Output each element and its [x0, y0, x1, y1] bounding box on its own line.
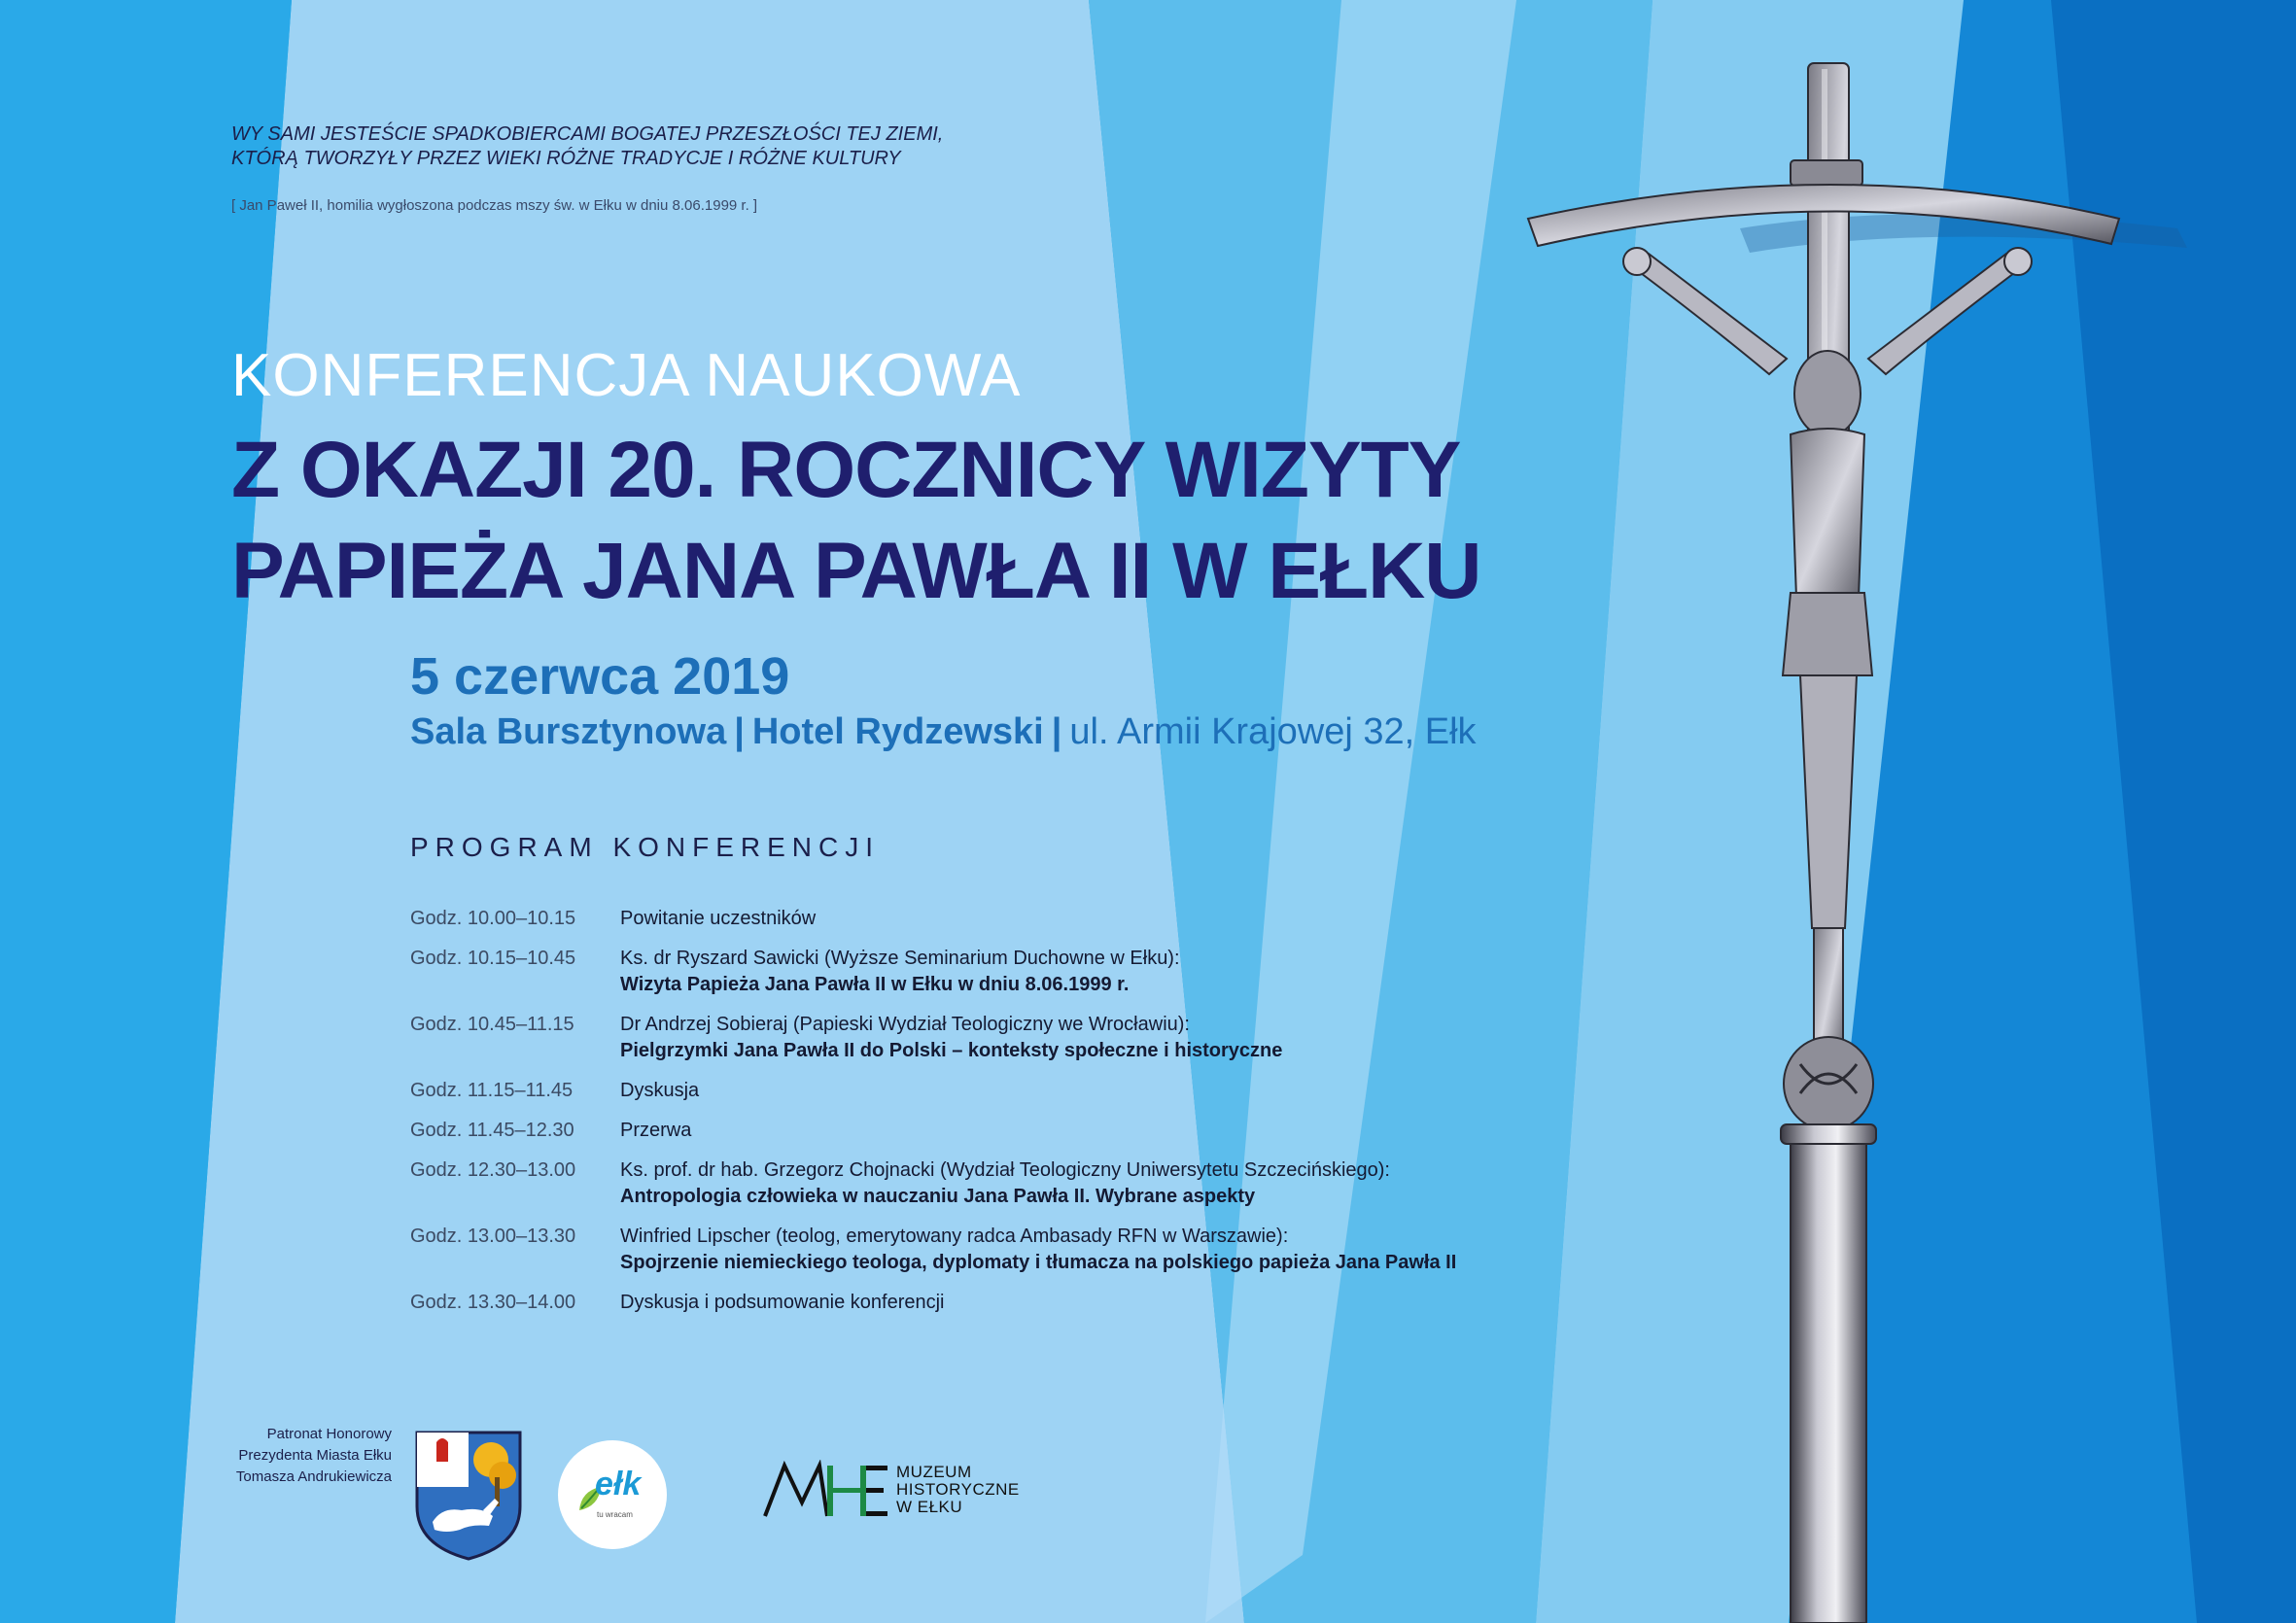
venue-separator-1: |: [734, 711, 745, 752]
crucifix-icon: [1516, 53, 2197, 1623]
agenda-desc: [620, 946, 1180, 998]
program-heading: PROGRAM KONFERENCJI: [410, 832, 881, 862]
agenda-time: Godz. 11.15–11.45: [410, 1080, 574, 1101]
program-agenda: [410, 906, 1528, 1329]
agenda-item: [410, 1224, 1528, 1276]
page-title: [231, 420, 1481, 622]
agenda-text: Przerwa: [620, 1120, 692, 1141]
agenda-time: Godz. 10.15–10.45: [410, 948, 576, 969]
agenda-text: Dyskusja i podsumowanie konferencji: [620, 1292, 945, 1313]
elk-logo-subtitle: tu wracam: [597, 1510, 633, 1519]
venue-hotel: Hotel Rydzewski: [751, 711, 1044, 752]
agenda-time: Godz. 13.30–14.00: [410, 1292, 576, 1313]
quote-line-2: KTÓRĄ TWORZYŁY PRZEZ WIEKI RÓŻNE TRADYCJE I RÓŻNE KULTURY: [231, 148, 901, 169]
museum-logo-icon: [763, 1460, 891, 1520]
agenda-talk-title: Spojrzenie niemieckiego teologa, dyplomaty i tłumacza na polskiego papieża Jana Pawła II: [620, 1252, 1457, 1273]
agenda-desc: [620, 1157, 1390, 1210]
venue-hall: Sala Bursztynowa: [410, 711, 727, 752]
agenda-talk-title: Pielgrzymki Jana Pawła II do Polski – konteksty społeczne i historyczne: [620, 1040, 1283, 1061]
city-crest-icon: [413, 1429, 524, 1561]
museum-line-1: MUZEUM: [896, 1463, 972, 1481]
agenda-text: Dr Andrzej Sobieraj (Papieski Wydział Teologiczny we Wrocławiu):: [620, 1014, 1190, 1035]
opening-quote: [231, 122, 1203, 171]
museum-name: [896, 1464, 1020, 1516]
agenda-desc: [620, 1118, 691, 1144]
agenda-text: Dyskusja: [620, 1080, 700, 1101]
agenda-time: Godz. 11.45–12.30: [410, 1120, 574, 1141]
agenda-item: [410, 1157, 1528, 1210]
agenda-item: [410, 1290, 1528, 1316]
quote-source: [ Jan Paweł II, homilia wygłoszona podczas mszy św. w Ełku w dniu 8.06.1999 r. ]: [231, 197, 758, 214]
museum-line-2: HISTORYCZNE: [896, 1480, 1020, 1499]
honorary-patronage: [194, 1424, 392, 1488]
event-venue: [410, 709, 1477, 754]
patron-line-3: Tomasza Andrukiewicza: [235, 1468, 392, 1485]
event-date: 5 czerwca 2019: [410, 647, 790, 706]
agenda-item: [410, 906, 1528, 932]
agenda-talk-title: Antropologia człowieka w nauczaniu Jana Pawła II. Wybrane aspekty: [620, 1186, 1256, 1207]
agenda-desc: [620, 906, 816, 932]
agenda-text: Ks. prof. dr hab. Grzegorz Chojnacki (Wydział Teologiczny Uniwersytetu Szczecińskiego):: [620, 1159, 1390, 1181]
venue-separator-2: |: [1051, 711, 1062, 752]
patron-line-2: Prezydenta Miasta Ełku: [238, 1447, 392, 1464]
museum-line-3: W EŁKU: [896, 1498, 963, 1516]
agenda-time: Godz. 10.00–10.15: [410, 908, 576, 929]
agenda-item: [410, 946, 1528, 998]
agenda-text: Powitanie uczestników: [620, 908, 817, 929]
venue-address: ul. Armii Krajowej 32, Ełk: [1069, 711, 1477, 752]
agenda-talk-title: Wizyta Papieża Jana Pawła II w Ełku w dniu 8.06.1999 r.: [620, 974, 1130, 995]
agenda-desc: [620, 1012, 1282, 1064]
elk-city-logo-icon: [558, 1440, 667, 1549]
agenda-time: Godz. 12.30–13.00: [410, 1159, 576, 1181]
agenda-item: [410, 1078, 1528, 1104]
agenda-item: [410, 1012, 1528, 1064]
agenda-desc: [620, 1290, 945, 1316]
conference-kicker: KONFERENCJA NAUKOWA: [231, 342, 1022, 409]
quote-line-1: WY SAMI JESTEŚCIE SPADKOBIERCAMI BOGATEJ PRZESZŁOŚCI TEJ ZIEMI,: [231, 123, 944, 145]
patron-line-1: Patronat Honorowy: [266, 1426, 392, 1442]
agenda-desc: [620, 1078, 699, 1104]
agenda-text: Winfried Lipscher (teolog, emerytowany radca Ambasady RFN w Warszawie):: [620, 1226, 1289, 1247]
elk-logo-text: ełk: [595, 1466, 642, 1502]
agenda-item: [410, 1118, 1528, 1144]
agenda-desc: [620, 1224, 1456, 1276]
agenda-time: Godz. 10.45–11.15: [410, 1014, 574, 1035]
agenda-time: Godz. 13.00–13.30: [410, 1226, 576, 1247]
agenda-text: Ks. dr Ryszard Sawicki (Wyższe Seminarium Duchowne w Ełku):: [620, 948, 1180, 969]
title-line-1: Z OKAZJI 20. ROCZNICY WIZYTY: [231, 426, 1461, 514]
title-line-2: PAPIEŻA JANA PAWŁA II W EŁKU: [231, 527, 1481, 615]
